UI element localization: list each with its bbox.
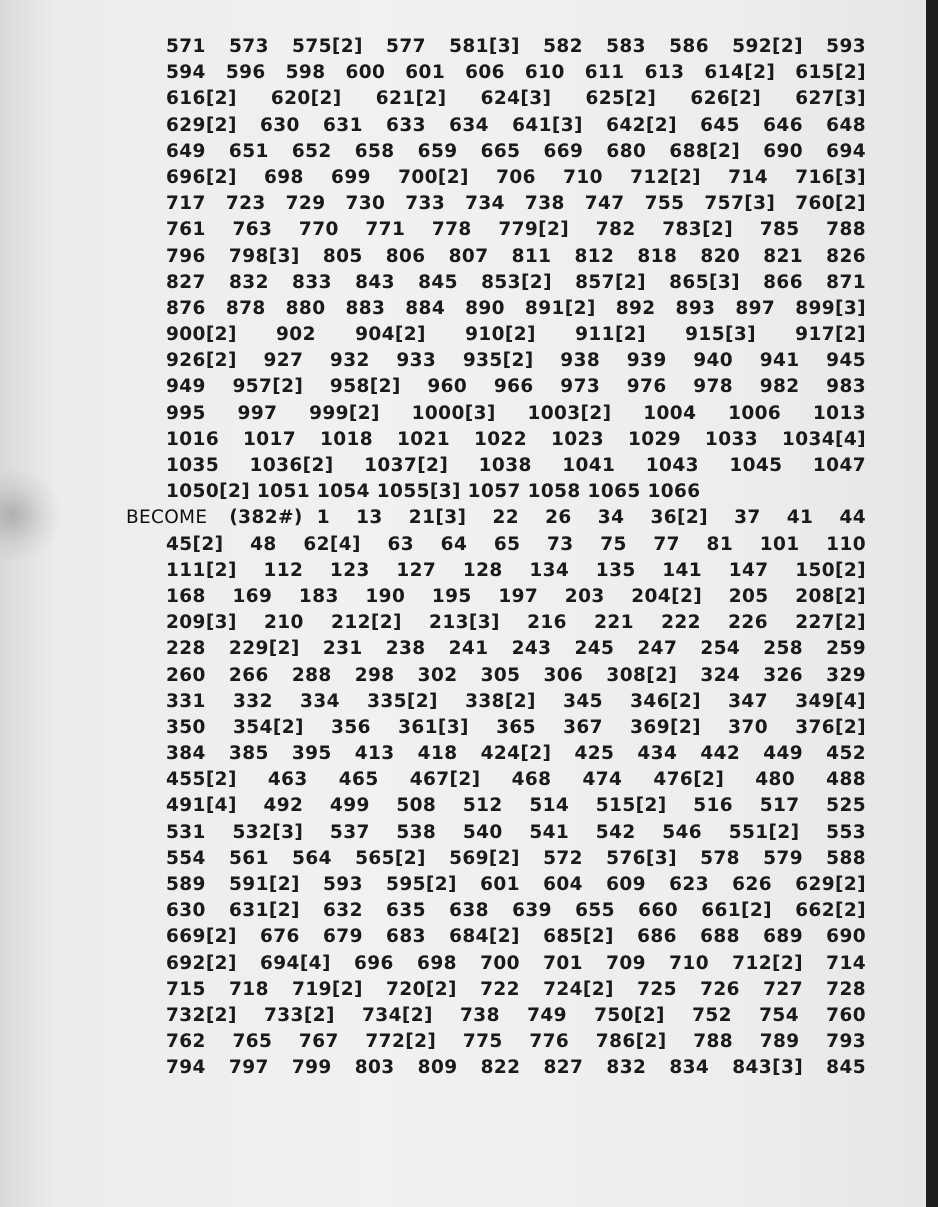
index-line: 717 723 729 730 733 734 738 747 755 757[3] 760[2] (166, 193, 866, 215)
index-line: 761 763 770 771 778 779[2] 782 783[2] 785 788 (166, 219, 866, 241)
index-line: 350 354[2] 356 361[3] 365 367 369[2] 370 376[2] (166, 716, 866, 738)
concordance-index (126, 34, 866, 1082)
index-line: 1016 1017 1018 1021 1022 1023 1029 1033 1034[4] (166, 428, 866, 450)
index-line: 1035 1036[2] 1037[2] 1038 1041 1043 1045 1047 (166, 455, 866, 476)
index-line: 926[2] 927 932 933 935[2] 938 939 940 941 945 (166, 350, 866, 372)
index-line: 995 997 999[2] 1000[3] 1003[2] 1004 1006 1013 (166, 402, 866, 424)
index-line: 1050[2] 1051 1054 1055[3] 1057 1058 1065 1066 (166, 481, 701, 503)
index-line: 111[2] 112 123 127 128 134 135 141 147 150[2] (166, 559, 866, 581)
index-line: 491[4] 492 499 508 512 514 515[2] 516 517 525 (166, 795, 866, 817)
index-line: 762 765 767 772[2] 775 776 786[2] 788 789 793 (166, 1031, 866, 1053)
entry-first-refs: 1 13 21[3] 22 26 34 36[2] 37 41 44 (316, 507, 866, 529)
index-line: 531 532[3] 537 538 540 541 542 546 551[2] 553 (166, 821, 866, 843)
index-line: 616[2] 620[2] 621[2] 624[3] 625[2] 626[2] 627[3] (166, 88, 866, 110)
index-line: 649 651 652 658 659 665 669 680 688[2] 690 694 (166, 140, 866, 162)
index-line: 796 798[3] 805 806 807 811 812 818 820 821 826 (166, 245, 866, 267)
index-line: 876 878 880 883 884 890 891[2] 892 893 897 899[3] (166, 297, 866, 319)
index-line: 692[2] 694[4] 696 698 700 701 709 710 712[2] 714 (166, 952, 866, 974)
index-line: 209[3] 210 212[2] 213[3] 216 221 222 226 227[2] (166, 612, 866, 634)
index-entry-header (126, 505, 866, 531)
entry-count: (382#) (229, 507, 303, 529)
index-line: 827 832 833 843 845 853[2] 857[2] 865[3] 866 871 (166, 271, 866, 293)
index-line: 629[2] 630 631 633 634 641[3] 642[2] 645 646 648 (166, 114, 866, 136)
index-line: 455[2] 463 465 467[2] 468 474 476[2] 480 488 (166, 769, 866, 791)
index-line: 594 596 598 600 601 606 610 611 613 614[2] 615[2] (166, 62, 866, 84)
entry-headword: BECOME (126, 507, 208, 529)
index-line: 589 591[2] 593 595[2] 601 604 609 623 626 629[2] (166, 874, 866, 895)
index-line: 715 718 719[2] 720[2] 722 724[2] 725 726 727 728 (166, 978, 866, 1000)
index-line: 630 631[2] 632 635 638 639 655 660 661[2] 662[2] (166, 900, 866, 922)
index-line: 669[2] 676 679 683 684[2] 685[2] 686 688 689 690 (166, 926, 866, 948)
scan-dark-edge (926, 0, 938, 1207)
index-line: 794 797 799 803 809 822 827 832 834 843[3] 845 (166, 1057, 866, 1079)
index-line: 168 169 183 190 195 197 203 204[2] 205 208[2] (166, 585, 866, 607)
entry-head (126, 505, 303, 531)
scan-smudge (0, 470, 60, 560)
index-line: 732[2] 733[2] 734[2] 738 749 750[2] 752 754 760 (166, 1004, 866, 1026)
index-line: 949 957[2] 958[2] 960 966 973 976 978 982 983 (166, 376, 866, 398)
index-line: 571 573 575[2] 577 581[3] 582 583 586 592[2] 593 (166, 36, 866, 57)
index-line: 554 561 564 565[2] 569[2] 572 576[3] 578 579 588 (166, 847, 866, 869)
index-line: 228 229[2] 231 238 241 243 245 247 254 258 259 (166, 638, 866, 660)
index-line: 384 385 395 413 418 424[2] 425 434 442 449 452 (166, 743, 866, 765)
index-line: 900[2] 902 904[2] 910[2] 911[2] 915[3] 917[2] (166, 324, 866, 346)
index-line: 260 266 288 298 302 305 306 308[2] 324 326 329 (166, 664, 866, 686)
index-line: 696[2] 698 699 700[2] 706 710 712[2] 714 716[3] (166, 166, 866, 188)
index-line: 45[2] 48 62[4] 63 64 65 73 75 77 81 101 110 (166, 533, 866, 555)
index-line: 331 332 334 335[2] 338[2] 345 346[2] 347 349[4] (166, 690, 866, 712)
